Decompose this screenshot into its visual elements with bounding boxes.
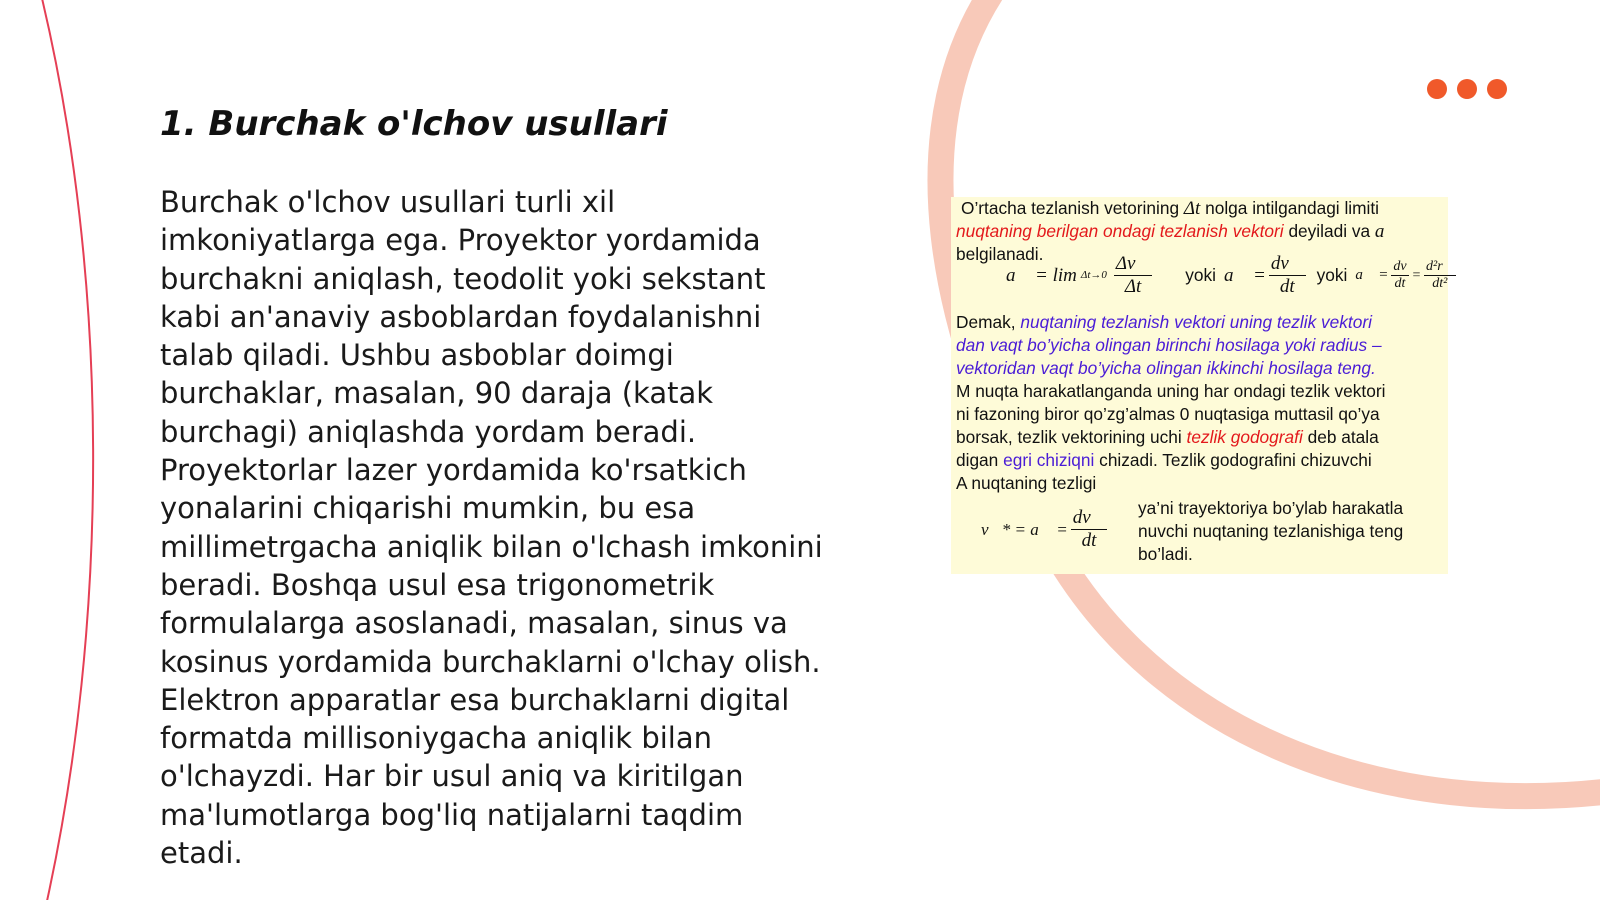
panel-right-line-1: ya’ni trayektoriya bo’ylab harakatla	[1138, 498, 1404, 518]
panel-line-11: A nuqtaning tezligi	[956, 473, 1097, 493]
dot-3	[1487, 79, 1507, 99]
panel-line-7: M nuqta harakatlanganda uning har ondagi tezlik vektori	[956, 381, 1386, 401]
fraction-delta-v-delta-t: $\frac{\Delta v⃗}{\Delta t}$	[1115, 253, 1151, 297]
panel-line-2: nuqtaning berilgan ondagi tezlanish vektori deyiladi va a⃗	[956, 221, 1400, 242]
formula-image-panel	[951, 197, 1454, 574]
fraction-dv-dt: $\frac{dv⃗}{dt}$	[1270, 253, 1304, 297]
panel-line-4: Demak, nuqtaning tezlanish vektori uning tezlik vektori	[956, 312, 1372, 332]
dot-1	[1427, 79, 1447, 99]
dots-decoration	[1427, 79, 1507, 99]
panel-line-6: vektoridan vaqt bo’yicha olingan ikkinchi hosilaga teng.	[956, 358, 1376, 378]
lim-subscript: Δt→0	[1080, 269, 1107, 281]
slide-title: 1. Burchak o'lchov usullari	[160, 104, 668, 144]
panel-line-3: belgilanadi.	[956, 244, 1044, 264]
fraction-eq2: $\frac{dv⃗}{dt}$	[1072, 507, 1106, 551]
dot-2	[1457, 79, 1477, 99]
fraction-d2r-dt2: $\frac{\text{d²r⃗}}{\text{dt²}}$	[1426, 259, 1454, 291]
fraction-dv-dt-small: $\frac{dv}{dt}$	[1393, 259, 1407, 291]
panel-line-5: dan vaqt bo’yicha olingan birinchi hosilaga yoki radius –	[956, 335, 1382, 355]
panel-line-9: borsak, tezlik vektorining uchi tezlik godografi deb atala	[956, 427, 1379, 447]
left-curve-line	[40, 0, 93, 900]
panel-line-10: digan egri chiziqni chizadi. Tezlik godografini chizuvchi	[956, 450, 1372, 470]
equation-row-2: v⃗* = a⃗ = $\frac{dv⃗}{dt}$	[981, 507, 1106, 551]
equation-row-1: a⃗ = lim Δt→0 $\frac{\Delta v⃗}{\Delta t}$ yoki a⃗ = $\frac{dv⃗}{dt}$ yoki a⃗ = $\frac{dv}{dt}$ = $\frac{\text{d²r⃗}}{\text{dt²}}$	[1006, 253, 1454, 297]
delta-t-symbol: Δt	[1183, 198, 1201, 219]
panel-right-line-3: bo’ladi.	[1138, 544, 1193, 564]
panel-right-line-2: nuvchi nuqtaning tezlanishiga teng	[1138, 521, 1404, 541]
panel-line-1: O’rtacha tezlanish vetorining Δt nolga intilgandagi limiti	[961, 198, 1380, 219]
slide-body-text: Burchak o'lchov usullari turli xil imkoniyatlarga ega. Proyektor yordamida burchakni aniqlash, teodolit yoki sekstant kabi an'anaviy asboblardan foydalanishni talab qiladi. Ushbu asboblar doimgi burchaklar, masalan, 90 daraja (katak burchagi) aniqlashda yordam beradi. Proyektorlar lazer yordamida ko'rsatkich yonalarini chiqarishi mumkin, bu esa millimetrgacha aniqlik bilan o'lchash imkonini beradi. Boshqa usul esa trigonometrik formulalarga asoslanadi, masalan, sinus va kosinus yordamida burchaklarni o'lchay olish. Elektron apparatlar esa burchaklarni digital formatda millisoniygacha aniqlik bilan o'lchayzdi. Har bir usul aniq va kiritilgan ma'lumotlarga bog'liq natijalarni taqdim etadi.	[160, 185, 823, 871]
panel-line-8: ni fazoning biror qo’zg’almas 0 nuqtasiga muttasil qo’ya	[956, 404, 1380, 424]
